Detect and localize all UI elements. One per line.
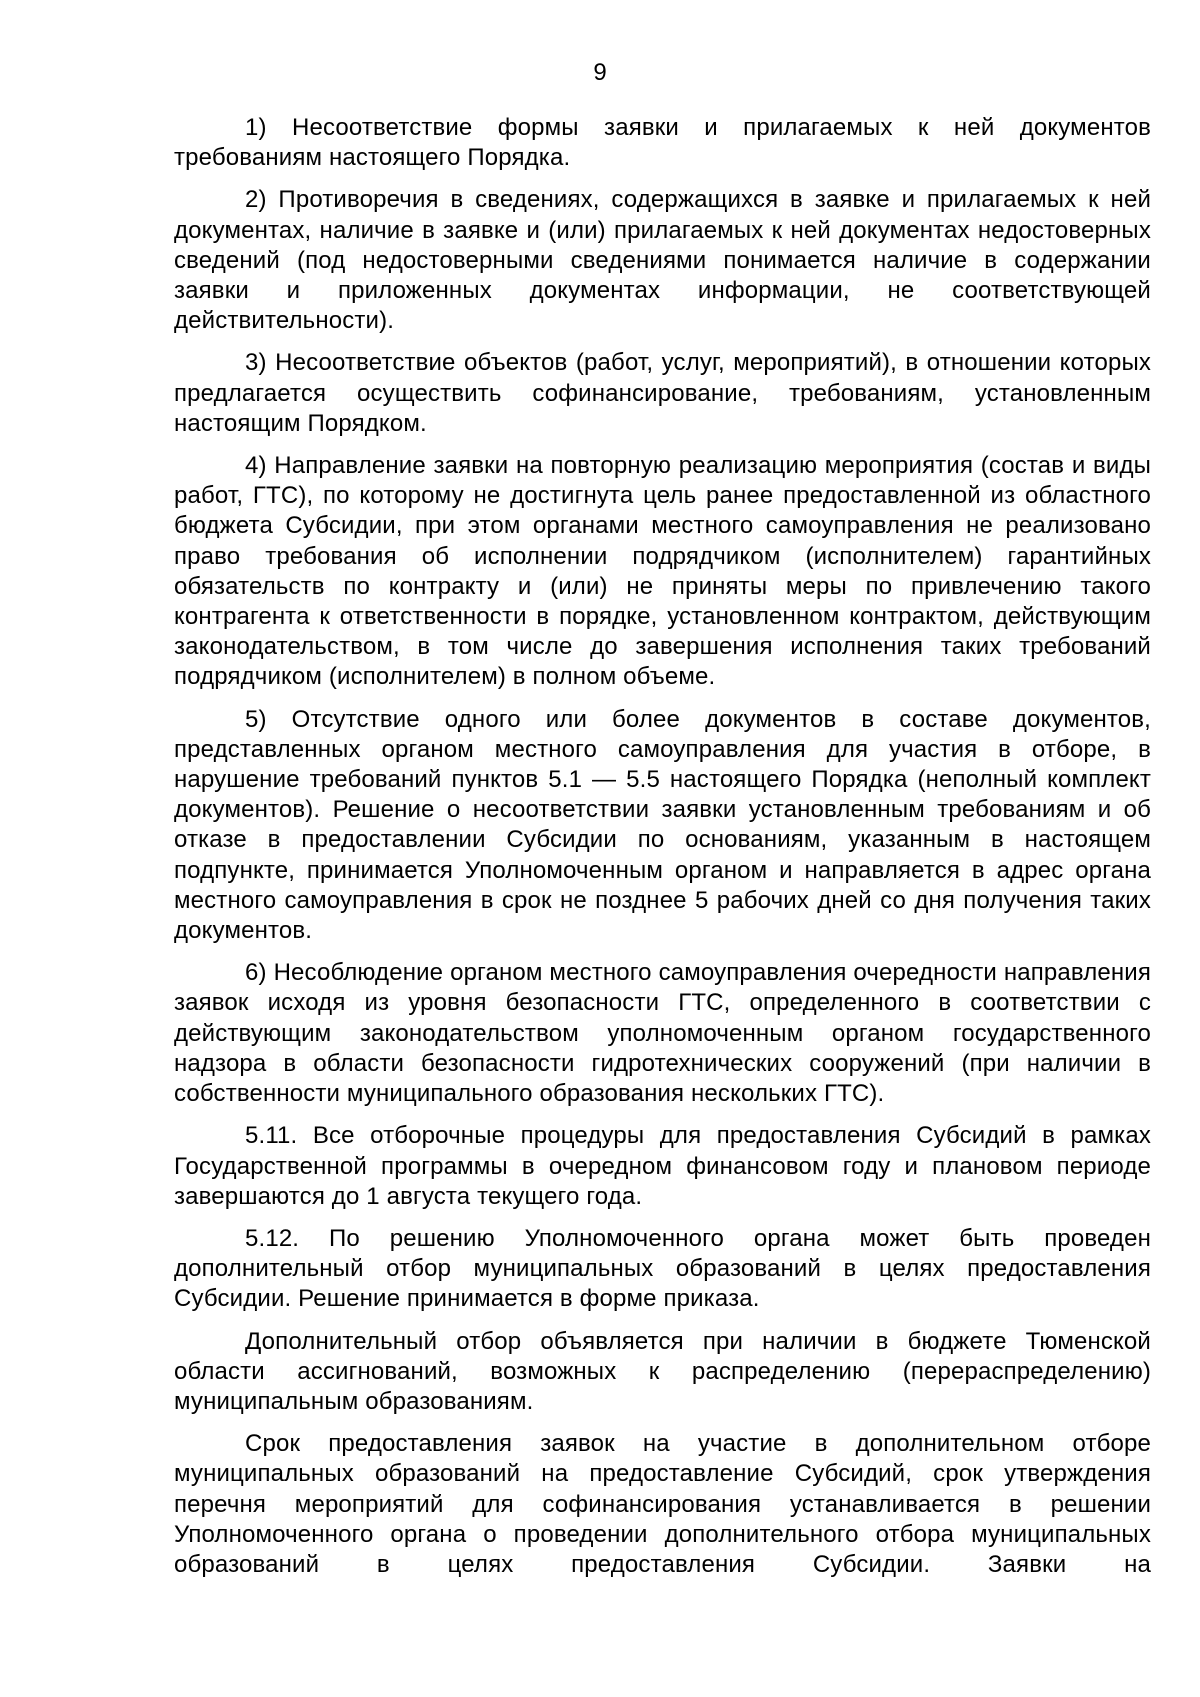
paragraph-item-2: 2) Противоречия в сведениях, содержащихся в заявке и прилагаемых к ней документах, наличие в заявке и (или) прилагаемых к ней документах недостоверных сведений (под недостоверными сведениями понимается наличие в содержании заявки и приложенных документах информации, не соответствующей действительности). xyxy=(174,186,1151,335)
paragraph-additional-selection: Дополнительный отбор объявляется при наличии в бюджете Тюменской области ассигнований, возможных к распределению (перераспределению) муниципальным образованиям. xyxy=(174,1327,1151,1415)
paragraph-item-4: 4) Направление заявки на повторную реализацию мероприятия (состав и виды работ, ГТС), по которому не достигнута цель ранее предоставленной из областного бюджета Субсидии, при этом органами местного самоуправления не реализовано право требования об исполнении подрядчиком (исполнителем) гарантийных обязательств по контракту и (или) не приняты меры по привлечению такого контрагента к ответственности в порядке, установленном контрактом, действующим законодательством, в том числе до завершения исполнения таких требований подрядчиком (исполнителем) в полном объеме. xyxy=(174,452,1151,691)
paragraph-item-3: 3) Несоответствие объектов (работ, услуг, мероприятий), в отношении которых предлагается осуществить софинансирование, требованиям, установленным настоящим Порядком. xyxy=(174,349,1151,437)
page-number: 9 xyxy=(593,59,607,86)
paragraph-clause-5-12: 5.12. По решению Уполномоченного органа может быть проведен дополнительный отбор муниципальных образований в целях предоставления Субсидии. Решение принимается в форме приказа. xyxy=(174,1224,1151,1313)
paragraph-clause-5-11: 5.11. Все отборочные процедуры для предоставления Субсидий в рамках Государственной программы в очередном финансовом году и плановом периоде завершаются до 1 августа текущего года. xyxy=(174,1122,1151,1210)
paragraph-item-1: 1) Несоответствие формы заявки и прилагаемых к ней документов требованиям настоящего Порядка. xyxy=(174,114,1151,172)
paragraph-item-6: 6) Несоблюдение органом местного самоуправления очередности направления заявок исходя из уровня безопасности ГТС, определенного в соответствии с действующим законодательством уполномоченным органом государственного надзора в области безопасности гидротехнических сооружений (при наличии в собственности муниципального образования нескольких ГТС). xyxy=(174,959,1151,1108)
document-body xyxy=(174,113,1151,1592)
paragraph-item-5: 5) Отсутствие одного или более документов в составе документов, представленных органом местного самоуправления для участия в отборе, в нарушение требований пунктов 5.1 — 5.5 настоящего Порядка (неполный комплект документов). Решение о несоответствии заявки установленным требованиям и об отказе в предоставлении Субсидии по основаниям, указанным в настоящем подпункте, принимается Уполномоченным органом и направляется в адрес органа местного самоуправления в срок не позднее 5 рабочих дней со дня получения таких документов. xyxy=(174,705,1151,945)
paragraph-application-deadline: Срок предоставления заявок на участие в дополнительном отборе муниципальных образований на предоставление Субсидий, срок утверждения перечня мероприятий для софинансирования устанавливается в решении Уполномоченного органа о проведении дополнительного отбора муниципальных образований в целях предоставления Субсидии. Заявки на xyxy=(174,1430,1151,1578)
